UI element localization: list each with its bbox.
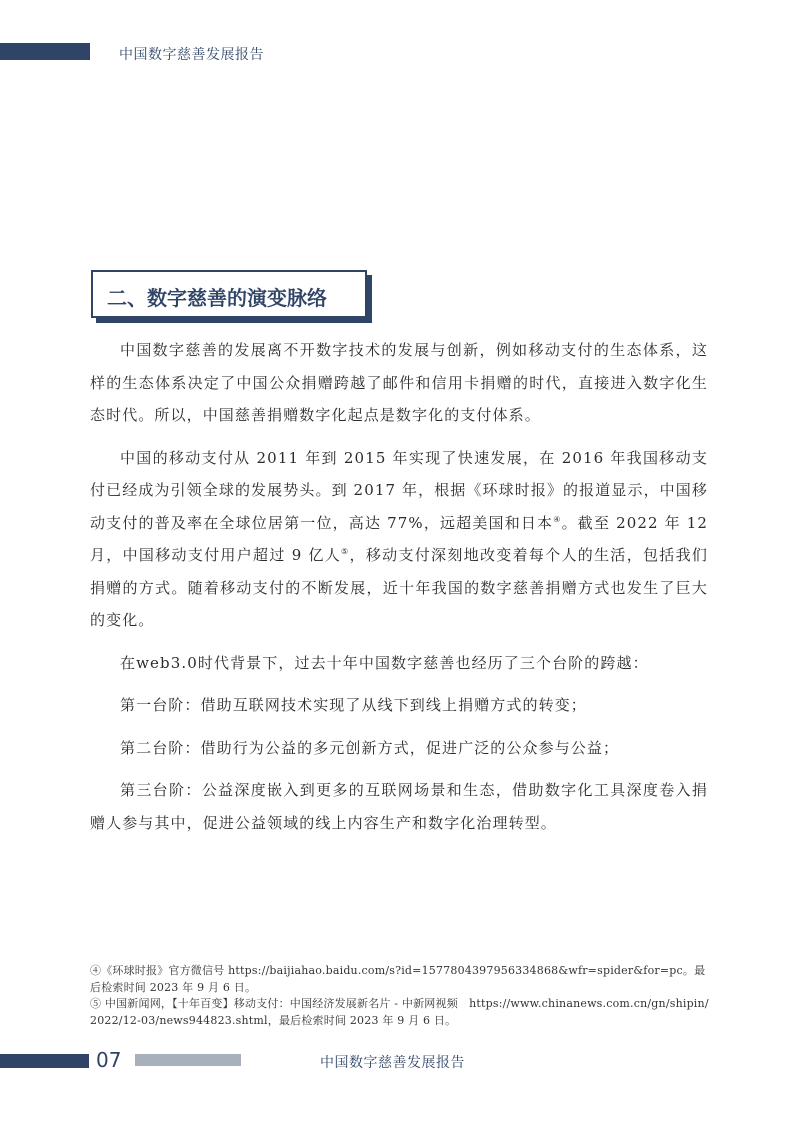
section-title: 二、数字慈善的演变脉络 [107,286,327,310]
footer-accent-bar [0,1054,89,1068]
paragraph-2-part-a: 中国的移动支付从 2011 年到 2015 年实现了快速发展，在 2016 年我国移动支付已经成为引领全球的发展势头。到 2017 年，根据《环球时报》的报道显示，中国移动支付的普及率在全球位居第一位，高达 77%，远超美国和日本 [90,448,708,532]
section-heading-box [91,270,367,318]
body-text [90,334,708,849]
paragraph-6: 第三台阶：公益深度嵌入到更多的互联网场景和生态，借助数字化工具深度卷入捐赠人参与其中，促进公益领域的线上内容生产和数字化治理转型。 [90,781,708,832]
paragraph-2-part-c: ，移动支付深刻地改变着每个人的生活，包括我们捐赠的方式。随着移动支付的不断发展，近十年我国的数字慈善捐赠方式也发生了巨大的变化。 [90,546,709,629]
paragraph-2 [90,442,708,637]
running-header-title: 中国数字慈善发展报告 [119,47,264,63]
footnotes [90,963,710,1029]
paragraph-1: 中国数字慈善的发展离不开数字技术的发展与创新，例如移动支付的生态体系，这样的生态体系决定了中国公众捐赠跨越了邮件和信用卡捐赠的时代，直接进入数字化生态时代。所以，中国慈善捐赠数字化起点是数字化的支付体系。 [90,341,708,424]
paragraph-2-part-b: 。截至 2022 年 12 月，中国移动支付用户超过 9 亿人 [90,513,708,564]
paragraph-4: 第一台阶：借助互联网技术实现了从线下到线上捐赠方式的转变； [120,696,587,714]
footnote-4: ④《环球时报》官方微信号 https://baijiahao.baidu.com/s?id=1577804397956334868&wfr=spider&for=pc。最后检索时间 2023 年 9 月 6 日。 [90,964,706,994]
footnote-ref-4: ④ [553,514,562,524]
footnote-ref-5: ⑤ [341,547,350,556]
paragraph-3: 在web3.0时代背景下，过去十年中国数字慈善也经历了三个台阶的跨越： [120,653,649,672]
page-number: 07 [96,1048,122,1072]
footer-title: 中国数字慈善发展报告 [320,1055,465,1071]
footer-gray-bar [135,1054,241,1066]
header-accent-bar [0,43,90,60]
paragraph-5: 第二台阶：借助行为公益的多元创新方式，促进广泛的公众参与公益； [120,738,620,757]
footnote-5: ⑤ 中国新闻网，【十年百变】移动支付：中国经济发展新名片 - 中新网视频 https://www.chinanews.com.cn/gn/shipin/2022/12-03/news944823.shtml，最后检索时间 2023 年 9 月 6 日。 [90,997,709,1027]
